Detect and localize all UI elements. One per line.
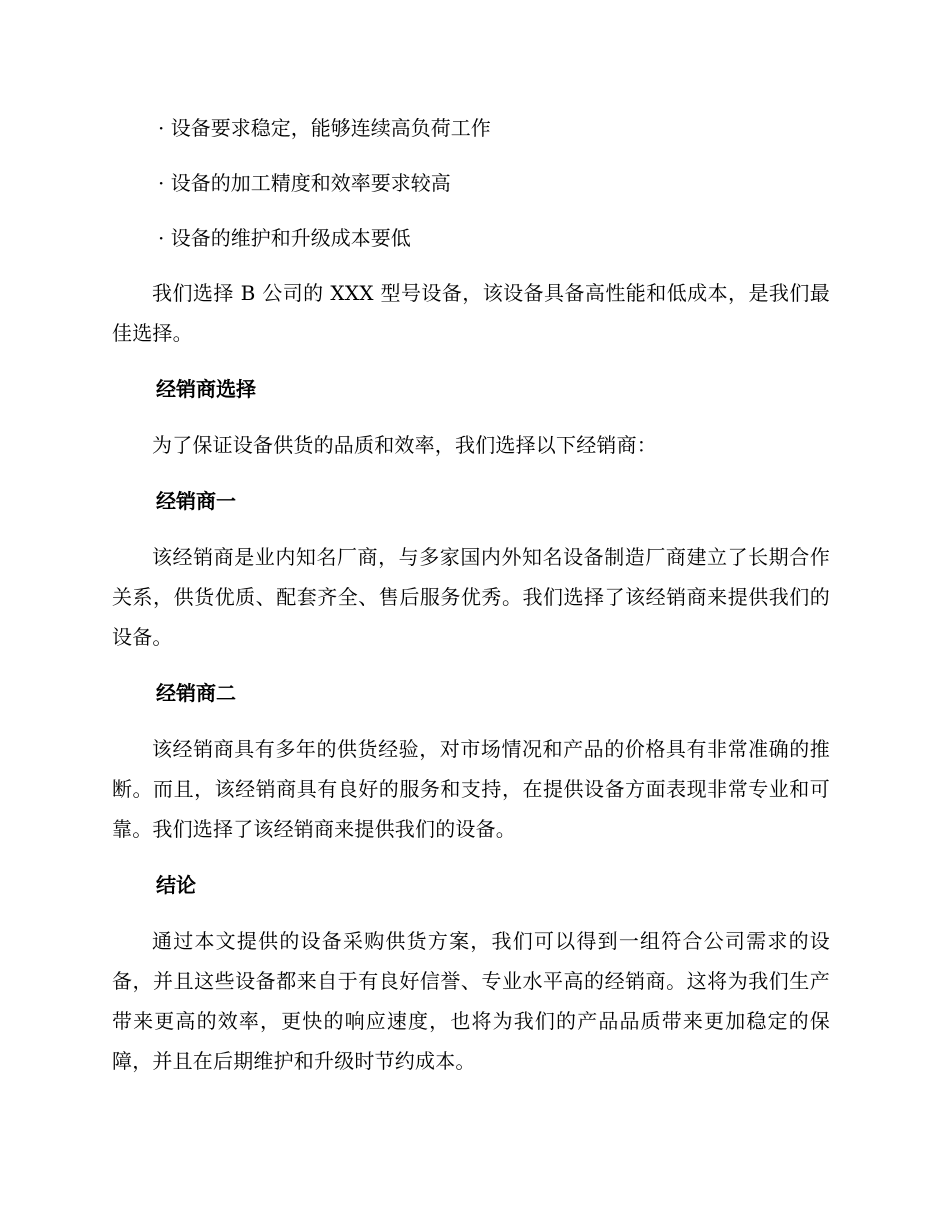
document-body: [112, 108, 830, 1097]
dealer-two-paragraph: 该经销商具有多年的供货经验，对市场情况和产品的价格具有非常准确的推断。而且，该经销商具有良好的服务和支持，在提供设备方面表现非常专业和可靠。我们选择了该经销商来提供我们的设备。: [112, 737, 830, 841]
dealer-one-paragraph: 该经销商是业内知名厂商，与多家国内外知名设备制造厂商建立了长期合作关系，供货优质、配套齐全、售后服务优秀。我们选择了该经销商来提供我们的设备。: [112, 545, 830, 649]
conclusion-heading: 结论: [156, 873, 196, 897]
requirement-bullet-stability: · 设备要求稳定，能够连续高负荷工作: [158, 116, 491, 140]
conclusion-paragraph: 通过本文提供的设备采购供货方案，我们可以得到一组符合公司需求的设备，并且这些设备都来自于有良好信誉、专业水平高的经销商。这将为我们生产带来更高的效率，更快的响应速度，也将为我们的产品品质带来更加稳定的保障，并且在后期维护和升级时节约成本。: [112, 929, 830, 1073]
requirement-bullet-precision: · 设备的加工精度和效率要求较高: [158, 171, 451, 195]
requirement-bullet-cost: · 设备的维护和升级成本要低: [158, 226, 411, 250]
dealer-two-heading: 经销商二: [156, 681, 236, 705]
equipment-selection-paragraph: 我们选择 B 公司的 XXX 型号设备，该设备具备高性能和低成本，是我们最佳选择。: [112, 281, 830, 345]
dealer-selection-heading: 经销商选择: [156, 377, 256, 401]
dealer-intro-paragraph: 为了保证设备供货的品质和效率，我们选择以下经销商：: [152, 433, 657, 457]
dealer-one-heading: 经销商一: [156, 489, 236, 513]
